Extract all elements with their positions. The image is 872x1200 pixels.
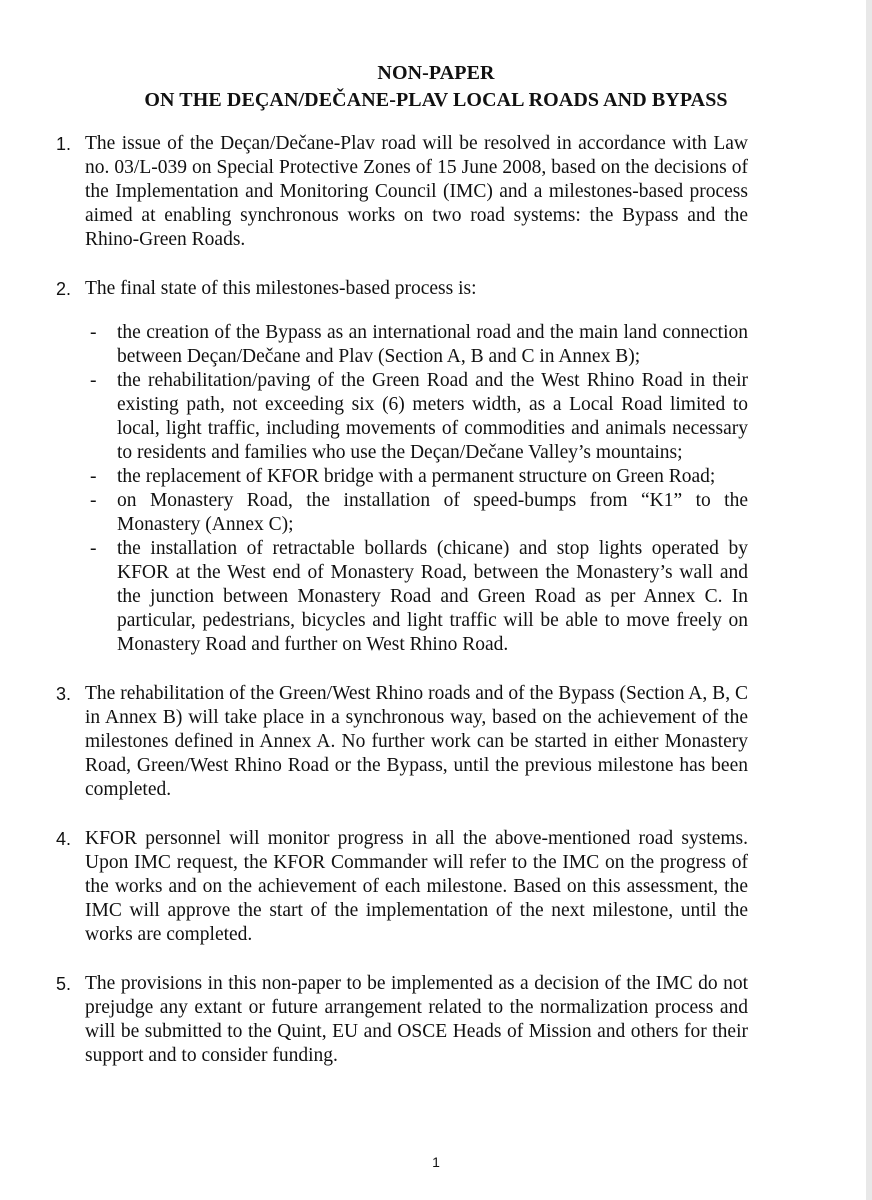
item-text: The rehabilitation of the Green/West Rhino roads and of the Bypass (Section A, B, C in Annex B) will take place in a synchronous way, based on the achievement of the milestones defined in Annex A. No further work can be started in either Monastery Road, Green/West Rhino Road or the Bypass, until the previous milestone has been completed.	[85, 683, 748, 800]
document-title	[0, 60, 872, 114]
numbered-item-4	[56, 827, 748, 947]
bullet-text: on Monastery Road, the installation of speed-bumps from “K1” to the Monastery (Annex C);	[117, 490, 748, 535]
page-number: 1	[432, 1154, 440, 1170]
page-edge-shadow	[866, 0, 872, 1200]
bullet-item-3	[85, 465, 748, 489]
bullet-text: the rehabilitation/paving of the Green Road and the West Rhino Road in their existing path, not exceeding six (6) meters width, as a Local Road limited to local, light traffic, including movements of commodities and animals necessary to residents and families who use the Deçan/Dečane Valley’s mountains;	[117, 370, 748, 463]
bullet-item-1	[85, 321, 748, 369]
numbered-item-2	[56, 277, 748, 657]
document-body	[56, 132, 748, 1093]
numbered-item-3	[56, 682, 748, 802]
bullet-text: the replacement of KFOR bridge with a permanent structure on Green Road;	[117, 466, 716, 487]
dash-marker: -	[90, 538, 97, 559]
item-number: 1.	[56, 134, 72, 154]
bullet-item-5	[85, 537, 748, 657]
numbered-item-5	[56, 972, 748, 1068]
bullet-text: the creation of the Bypass as an international road and the main land connection between Deçan/Dečane and Plav (Section A, B and C in Annex B);	[117, 322, 748, 367]
item-number: 3.	[56, 684, 72, 704]
item-text: The final state of this milestones-based process is:	[85, 278, 477, 299]
item-number: 5.	[56, 974, 72, 994]
item-number: 2.	[56, 279, 72, 299]
item-text: The issue of the Deçan/Dečane-Plav road will be resolved in accordance with Law no. 03/L-039 on Special Protective Zones of 15 June 2008, based on the decisions of the Implementation and Monitoring Council (IMC) and a milestones-based process aimed at enabling synchronous works on two road systems: the Bypass and the Rhino-Green Roads.	[85, 133, 748, 250]
title-line-1: NON-PAPER	[377, 62, 495, 84]
numbered-item-1	[56, 132, 748, 252]
item-text: The provisions in this non-paper to be implemented as a decision of the IMC do not prejudge any extant or future arrangement related to the normalization process and will be submitted to the Quint, EU and OSCE Heads of Mission and others for their support and to consider funding.	[85, 973, 748, 1066]
title-line-2: ON THE DEÇAN/DEČANE-PLAV LOCAL ROADS AND BYPASS	[144, 89, 728, 111]
dash-marker: -	[90, 466, 97, 487]
bullet-list	[85, 321, 748, 657]
item-number: 4.	[56, 829, 72, 849]
dash-marker: -	[90, 490, 97, 511]
bullet-item-4	[85, 489, 748, 537]
bullet-text: the installation of retractable bollards (chicane) and stop lights operated by KFOR at the West end of Monastery Road, between the Monastery’s wall and the junction between Monastery Road and Green Road as per Annex C. In particular, pedestrians, bicycles and light traffic will be able to move freely on Monastery Road and further on West Rhino Road.	[117, 538, 748, 655]
item-text: KFOR personnel will monitor progress in all the above-mentioned road systems. Upon IMC request, the KFOR Commander will refer to the IMC on the progress of the works and on the achievement of each milestone. Based on this assessment, the IMC will approve the start of the implementation of the next milestone, until the works are completed.	[85, 828, 748, 945]
dash-marker: -	[90, 370, 97, 391]
bullet-item-2	[85, 369, 748, 465]
dash-marker: -	[90, 322, 97, 343]
